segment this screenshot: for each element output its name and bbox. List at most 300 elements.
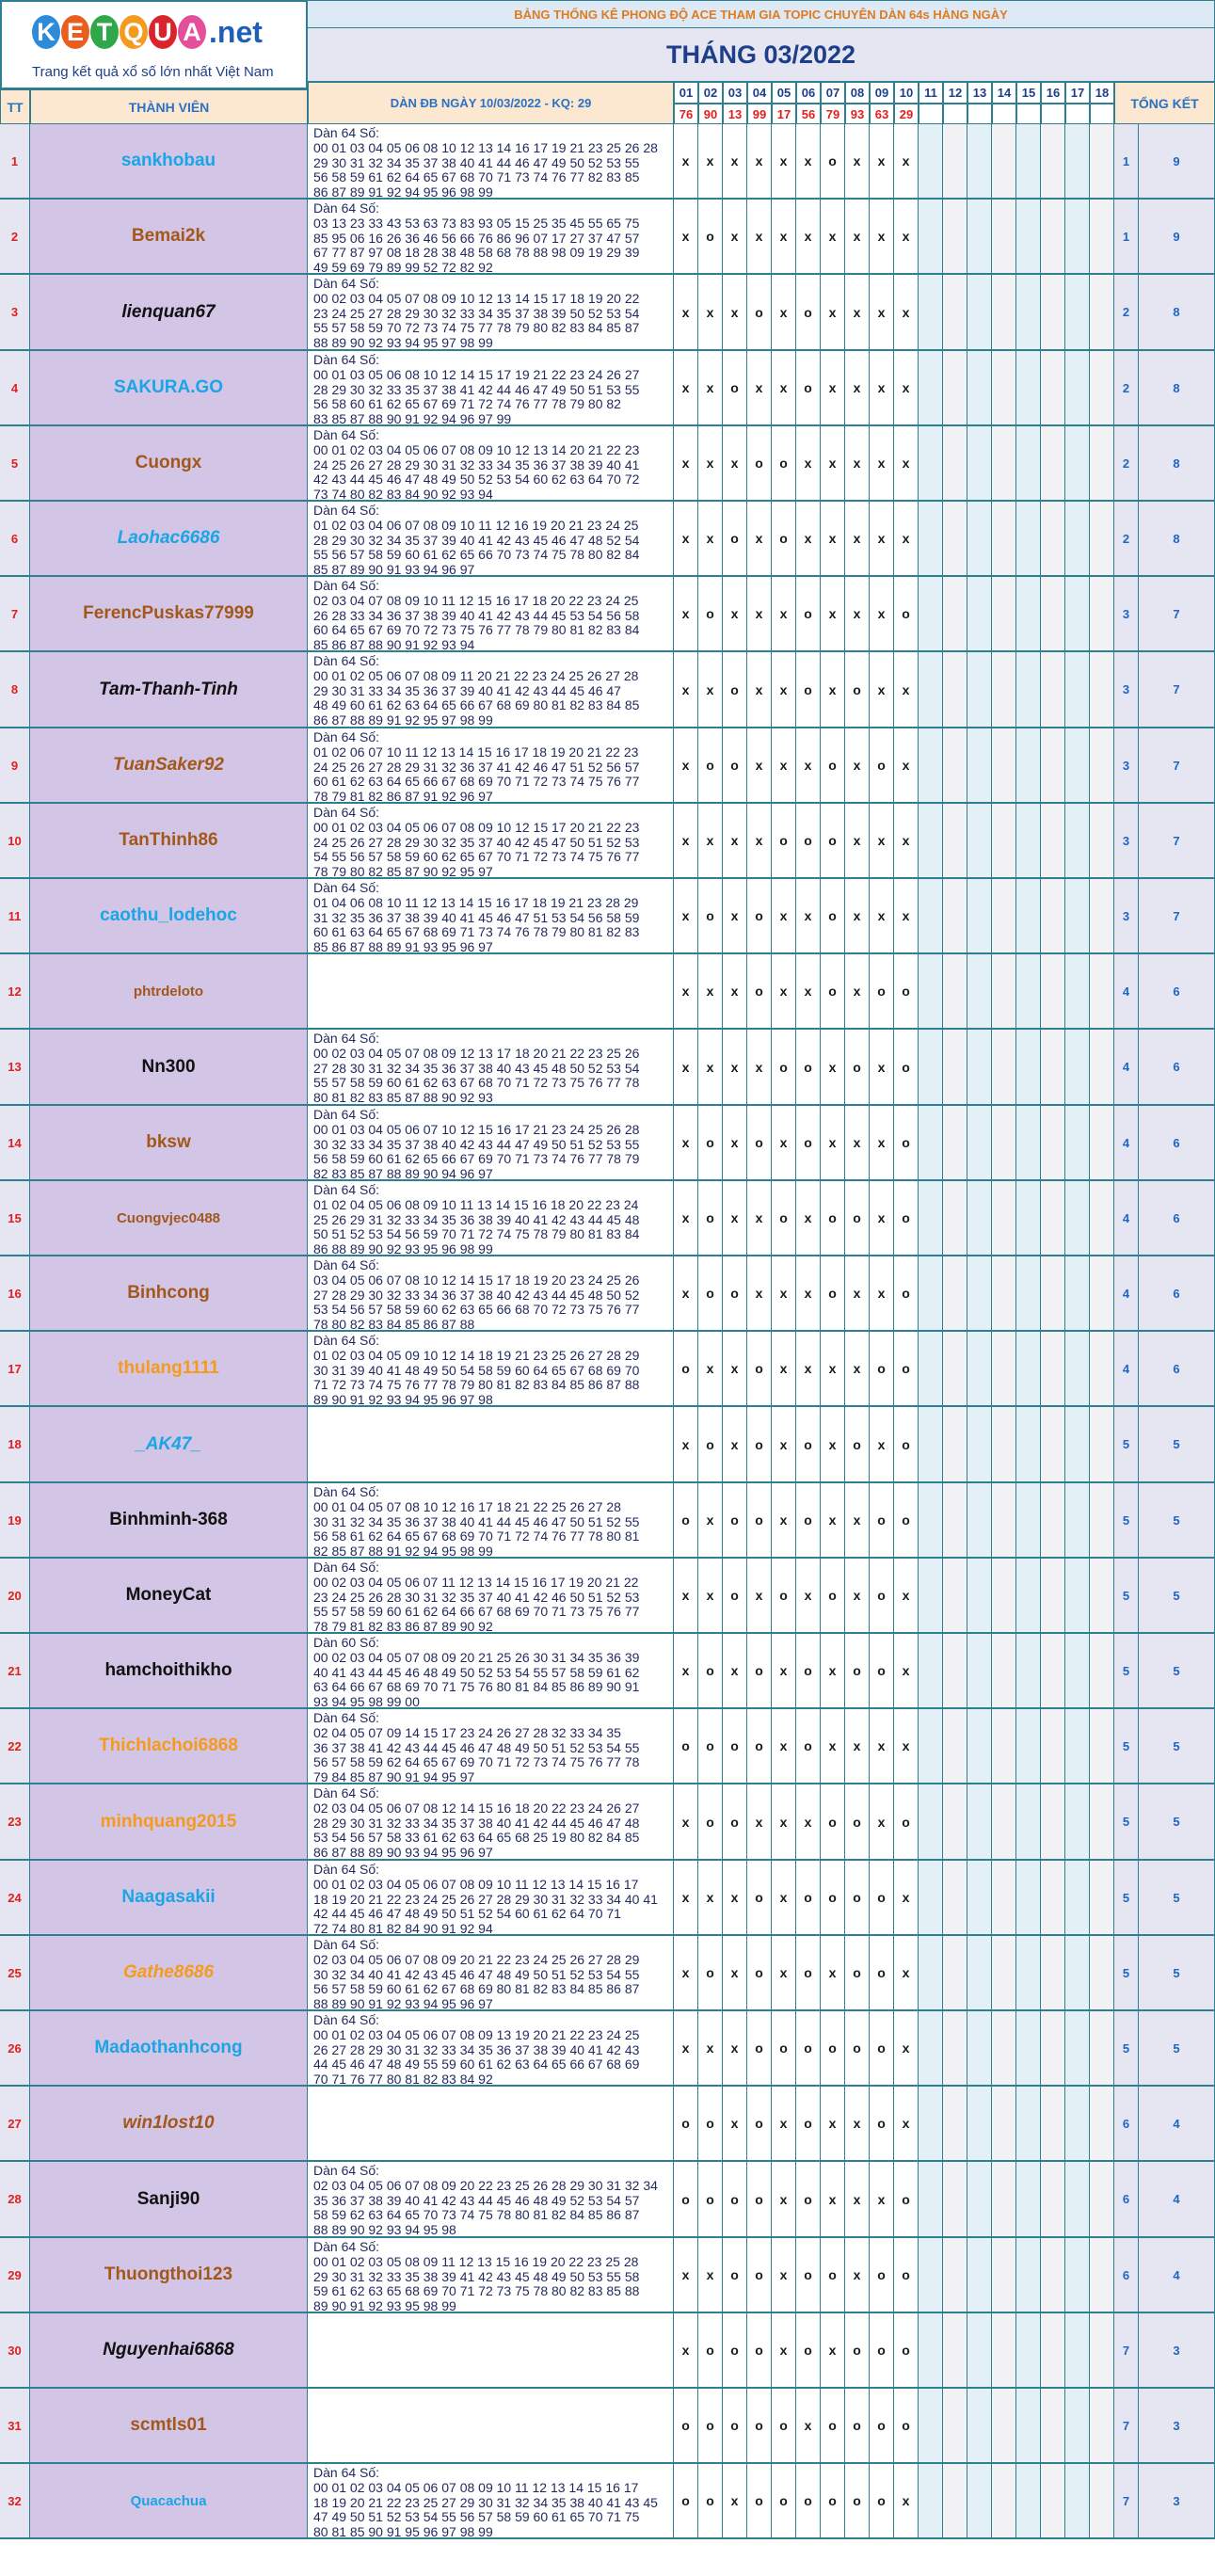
member-row <box>0 2389 1215 2464</box>
hit-count: 5 <box>1114 1861 1139 1936</box>
day-mark <box>992 1256 1016 1332</box>
hit-count: 3 <box>1114 728 1139 804</box>
dan-numbers: Dàn 64 Số: 00 01 02 03 04 05 06 07 08 09 10 12 15 17 20 21 22 23 24 25 26 27 28 29 30 32 35 37 40 42 45 47 50 51 52 53 54 55 56 57 58 59 60 62 65 67 70 71 72 73 74 75 76 77 78 79 80 82 85 87 90 92 95 97 <box>313 805 640 879</box>
day-mark: x <box>870 2162 894 2238</box>
day-mark: x <box>674 954 698 1030</box>
member-name[interactable]: lienquan67 <box>121 301 216 322</box>
day-mark: x <box>674 804 698 879</box>
member-name-cell[interactable] <box>30 1181 308 1256</box>
day-mark <box>1016 1483 1041 1559</box>
member-name[interactable]: Sanji90 <box>136 2188 200 2209</box>
day-mark: x <box>747 1030 772 1106</box>
day-mark: o <box>747 2464 772 2539</box>
member-name-cell[interactable] <box>30 2162 308 2238</box>
member-name-cell[interactable] <box>30 2087 308 2162</box>
dan-cell <box>308 1256 674 1332</box>
member-row <box>0 1181 1215 1256</box>
member-name-cell[interactable] <box>30 1784 308 1861</box>
member-name[interactable]: hamchoithikho <box>104 1660 232 1680</box>
member-name[interactable]: phtrdeloto <box>133 983 204 1000</box>
day-mark: x <box>845 1256 870 1332</box>
day-mark: x <box>772 1861 796 1936</box>
day-mark: o <box>698 1936 723 2011</box>
member-name[interactable]: Cuongvjec0488 <box>116 1209 221 1226</box>
day-mark: x <box>723 275 747 351</box>
day-mark: x <box>772 2087 796 2162</box>
member-name[interactable]: Nguyenhai6868 <box>103 2340 234 2360</box>
miss-count: 9 <box>1139 124 1215 200</box>
day-mark: x <box>723 124 747 200</box>
day-mark: o <box>894 954 919 1030</box>
day-mark: o <box>796 652 821 728</box>
miss-count: 4 <box>1139 2162 1215 2238</box>
miss-count: 6 <box>1139 954 1215 1030</box>
day-result <box>1065 104 1090 124</box>
day-mark: x <box>870 1181 894 1256</box>
day-mark <box>943 2464 967 2539</box>
day-mark <box>943 1256 967 1332</box>
member-name-cell[interactable] <box>30 1936 308 2011</box>
day-mark: o <box>698 2464 723 2539</box>
day-mark: x <box>821 275 845 351</box>
member-name[interactable]: thulang1111 <box>118 1358 219 1378</box>
day-mark: x <box>894 728 919 804</box>
member-name[interactable]: minhquang2015 <box>100 1811 237 1832</box>
member-name[interactable]: Bemai2k <box>131 226 206 246</box>
day-mark <box>992 502 1016 577</box>
day-mark <box>992 124 1016 200</box>
member-name[interactable]: _AK47_ <box>136 1433 201 1454</box>
day-mark: x <box>796 2389 821 2464</box>
day-mark <box>967 426 992 502</box>
day-mark <box>967 2389 992 2464</box>
row-index: 28 <box>0 2162 30 2238</box>
day-mark: x <box>747 200 772 275</box>
member-row <box>0 954 1215 1030</box>
day-mark: x <box>894 2011 919 2087</box>
member-name[interactable]: win1lost10 <box>122 2113 215 2133</box>
row-index: 19 <box>0 1483 30 1559</box>
day-mark: x <box>821 1634 845 1709</box>
day-mark: x <box>723 1030 747 1106</box>
day-mark <box>1041 1784 1065 1861</box>
row-index: 26 <box>0 2011 30 2087</box>
miss-count: 4 <box>1139 2238 1215 2313</box>
day-mark: x <box>674 652 698 728</box>
row-index: 6 <box>0 502 30 577</box>
member-name-cell[interactable] <box>30 1332 308 1407</box>
day-result <box>943 104 967 124</box>
day-mark: o <box>747 879 772 954</box>
day-mark: x <box>894 426 919 502</box>
member-name-cell[interactable] <box>30 1861 308 1936</box>
day-mark: x <box>674 2011 698 2087</box>
day-mark: o <box>845 1030 870 1106</box>
hit-count: 3 <box>1114 577 1139 652</box>
member-name[interactable]: sankhobau <box>120 151 216 170</box>
member-row <box>0 1256 1215 1332</box>
day-mark <box>943 652 967 728</box>
member-name[interactable]: TuanSaker92 <box>113 755 224 775</box>
day-mark: x <box>894 275 919 351</box>
member-name-cell[interactable] <box>30 1634 308 1709</box>
day-mark: o <box>674 1709 698 1784</box>
day-mark: x <box>674 1861 698 1936</box>
day-mark <box>967 1483 992 1559</box>
day-result: 99 <box>747 104 772 124</box>
member-name[interactable]: Cuongx <box>135 453 202 472</box>
day-mark: x <box>796 1256 821 1332</box>
member-row <box>0 2464 1215 2539</box>
member-name[interactable]: FerencPuskas77999 <box>83 603 254 623</box>
day-mark: o <box>796 577 821 652</box>
day-mark: x <box>870 1030 894 1106</box>
day-result: 17 <box>772 104 796 124</box>
miss-count: 8 <box>1139 275 1215 351</box>
logo-letter: K <box>32 15 60 49</box>
miss-count: 7 <box>1139 879 1215 954</box>
miss-count: 6 <box>1139 1106 1215 1181</box>
day-mark <box>919 275 943 351</box>
hit-count: 4 <box>1114 1256 1139 1332</box>
day-mark <box>992 200 1016 275</box>
day-mark: x <box>845 275 870 351</box>
day-mark: o <box>845 2389 870 2464</box>
miss-count: 4 <box>1139 2087 1215 2162</box>
member-name-cell[interactable] <box>30 1106 308 1181</box>
day-mark: o <box>772 502 796 577</box>
day-mark <box>943 1483 967 1559</box>
day-mark <box>943 351 967 426</box>
member-name[interactable]: SAKURA.GO <box>113 377 224 397</box>
day-mark: o <box>674 2464 698 2539</box>
day-result <box>919 104 943 124</box>
member-row <box>0 879 1215 954</box>
day-mark <box>1016 1559 1041 1634</box>
member-row <box>0 426 1215 502</box>
member-name-cell[interactable] <box>30 652 308 728</box>
col-header-member: THÀNH VIÊN <box>30 89 308 124</box>
member-name[interactable]: Naagasakii <box>121 1887 216 1907</box>
dan-numbers: Dàn 64 Số: 00 01 02 03 04 05 06 07 08 09 10 11 12 13 14 15 16 17 18 19 20 21 22 23 25 27 29 30 31 32 34 35 38 40 41 43 45 47 49 50 51 52 53 54 55 56 57 58 59 60 61 65 70 71 75 80 81 85 90 91 95 96 97 98 99 <box>313 2465 658 2539</box>
member-name[interactable]: Thichlachoi6868 <box>99 1736 238 1755</box>
month-title: THÁNG 03/2022 <box>308 28 1215 82</box>
row-index: 30 <box>0 2313 30 2389</box>
member-row <box>0 351 1215 426</box>
member-name-cell[interactable] <box>30 1483 308 1559</box>
hit-count: 4 <box>1114 1181 1139 1256</box>
day-mark <box>967 124 992 200</box>
day-mark: x <box>894 1559 919 1634</box>
day-mark <box>1065 2162 1090 2238</box>
member-name-cell[interactable] <box>30 351 308 426</box>
row-index: 5 <box>0 426 30 502</box>
day-mark <box>967 1332 992 1407</box>
dan-cell <box>308 1181 674 1256</box>
day-mark: x <box>723 954 747 1030</box>
day-mark: o <box>723 1559 747 1634</box>
logo-letter: E <box>61 15 89 49</box>
day-mark <box>919 1709 943 1784</box>
day-mark: o <box>698 577 723 652</box>
member-name-cell[interactable] <box>30 124 308 200</box>
member-name[interactable]: Quacachua <box>130 2492 207 2509</box>
day-mark <box>1065 1256 1090 1332</box>
day-mark <box>992 1483 1016 1559</box>
member-name-cell[interactable] <box>30 1256 308 1332</box>
member-name[interactable]: scmtls01 <box>130 2415 207 2435</box>
day-mark: o <box>870 2464 894 2539</box>
day-mark: x <box>772 2162 796 2238</box>
member-name-cell[interactable] <box>30 1709 308 1784</box>
day-mark <box>919 1634 943 1709</box>
day-mark: x <box>698 426 723 502</box>
day-mark <box>1016 2011 1041 2087</box>
member-row <box>0 2162 1215 2238</box>
day-mark: o <box>870 1559 894 1634</box>
day-mark <box>919 124 943 200</box>
dan-cell <box>308 2313 674 2389</box>
miss-count: 7 <box>1139 728 1215 804</box>
dan-cell <box>308 1861 674 1936</box>
day-mark: x <box>845 351 870 426</box>
day-mark: o <box>821 2011 845 2087</box>
member-name-cell[interactable] <box>30 1030 308 1106</box>
member-name[interactable]: Binhcong <box>127 1283 210 1303</box>
day-mark <box>1041 2464 1065 2539</box>
day-mark <box>919 728 943 804</box>
day-mark <box>1090 426 1114 502</box>
day-mark: x <box>894 879 919 954</box>
day-mark <box>1065 1106 1090 1181</box>
hit-count: 4 <box>1114 1030 1139 1106</box>
day-mark <box>1090 2087 1114 2162</box>
row-index: 13 <box>0 1030 30 1106</box>
member-name-cell[interactable] <box>30 804 308 879</box>
day-mark: x <box>845 1559 870 1634</box>
day-mark <box>943 2011 967 2087</box>
member-row <box>0 1634 1215 1709</box>
day-mark: x <box>845 2238 870 2313</box>
member-name[interactable]: Thuongthoi123 <box>104 2264 233 2284</box>
member-name[interactable]: Tam-Thanh-Tinh <box>99 679 238 699</box>
hit-count: 2 <box>1114 351 1139 426</box>
day-mark: o <box>821 728 845 804</box>
row-index: 14 <box>0 1106 30 1181</box>
day-mark: o <box>747 426 772 502</box>
member-name-cell[interactable] <box>30 200 308 275</box>
hit-count: 5 <box>1114 1559 1139 1634</box>
col-header-tt: TT <box>0 89 30 124</box>
member-name[interactable]: MoneyCat <box>125 1585 212 1605</box>
day-mark <box>1016 1634 1041 1709</box>
day-mark <box>1090 954 1114 1030</box>
day-mark <box>1016 954 1041 1030</box>
member-row <box>0 1030 1215 1106</box>
member-name-cell[interactable] <box>30 2238 308 2313</box>
dan-cell <box>308 1559 674 1634</box>
day-mark: o <box>747 1332 772 1407</box>
day-mark: x <box>674 1634 698 1709</box>
day-mark: x <box>674 351 698 426</box>
dan-cell <box>308 804 674 879</box>
member-name[interactable]: caothu_lodehoc <box>100 905 237 925</box>
sheet-subtitle: BẢNG THỐNG KÊ PHONG ĐỘ ACE THAM GIA TOPIC CHUYÊN DÀN 64s HÀNG NGÀY <box>308 0 1215 28</box>
row-index: 21 <box>0 1634 30 1709</box>
member-name[interactable]: bksw <box>146 1132 191 1152</box>
member-row <box>0 2238 1215 2313</box>
day-mark <box>1041 1030 1065 1106</box>
day-mark: x <box>796 426 821 502</box>
day-mark: o <box>894 1483 919 1559</box>
day-mark <box>1016 1181 1041 1256</box>
row-index: 2 <box>0 200 30 275</box>
member-row <box>0 1483 1215 1559</box>
day-mark: x <box>698 1030 723 1106</box>
member-name[interactable]: Nn300 <box>141 1056 196 1077</box>
day-mark: x <box>747 351 772 426</box>
day-mark: o <box>845 1181 870 1256</box>
member-name-cell[interactable] <box>30 1559 308 1634</box>
day-mark: x <box>894 502 919 577</box>
day-result: 56 <box>796 104 821 124</box>
member-name-cell[interactable] <box>30 2389 308 2464</box>
member-name-cell[interactable] <box>30 2464 308 2539</box>
day-mark <box>943 1106 967 1181</box>
miss-count: 5 <box>1139 1559 1215 1634</box>
day-mark: x <box>894 200 919 275</box>
member-name[interactable]: TanThinh86 <box>119 830 218 850</box>
member-name-cell[interactable] <box>30 1407 308 1483</box>
day-mark: o <box>845 1936 870 2011</box>
dan-cell <box>308 1634 674 1709</box>
day-mark: x <box>796 1181 821 1256</box>
day-mark <box>1041 1181 1065 1256</box>
member-name-cell[interactable] <box>30 728 308 804</box>
dan-numbers: Dàn 64 Số: 00 01 02 03 05 08 09 11 12 13 15 16 19 20 22 23 25 28 29 30 31 32 33 35 38 39 41 42 43 45 48 49 50 53 55 58 59 61 62 63 65 68 69 70 71 72 73 75 78 80 82 83 85 88 89 90 91 92 93 95 98 99 <box>313 2239 640 2313</box>
member-row <box>0 1784 1215 1861</box>
day-mark: x <box>674 1407 698 1483</box>
day-mark <box>919 1407 943 1483</box>
day-mark <box>943 1332 967 1407</box>
day-mark <box>967 2162 992 2238</box>
day-mark <box>1016 2162 1041 2238</box>
day-mark: o <box>796 1634 821 1709</box>
member-name-cell[interactable] <box>30 502 308 577</box>
day-mark <box>992 1861 1016 1936</box>
day-mark <box>967 1634 992 1709</box>
day-mark: x <box>723 804 747 879</box>
hit-count: 1 <box>1114 124 1139 200</box>
day-header: 01 <box>674 82 698 104</box>
day-mark: x <box>870 502 894 577</box>
day-mark <box>1065 502 1090 577</box>
day-mark <box>1016 728 1041 804</box>
day-mark: x <box>674 1106 698 1181</box>
member-row <box>0 577 1215 652</box>
day-mark: x <box>698 502 723 577</box>
day-mark: x <box>747 577 772 652</box>
miss-count: 6 <box>1139 1332 1215 1407</box>
day-mark <box>1041 1106 1065 1181</box>
day-mark <box>943 502 967 577</box>
member-name-cell[interactable] <box>30 2313 308 2389</box>
day-mark <box>1090 2389 1114 2464</box>
site-logo[interactable] <box>0 0 308 89</box>
member-name-cell[interactable] <box>30 426 308 502</box>
day-mark <box>919 2389 943 2464</box>
day-mark <box>1041 2389 1065 2464</box>
day-mark <box>1065 426 1090 502</box>
hit-count: 5 <box>1114 1483 1139 1559</box>
member-name-cell[interactable] <box>30 275 308 351</box>
day-mark: o <box>674 2162 698 2238</box>
day-mark <box>967 577 992 652</box>
day-mark: x <box>674 426 698 502</box>
col-header-dan: DÀN ĐB NGÀY 10/03/2022 - KQ: 29 <box>308 82 674 124</box>
day-mark: o <box>894 1332 919 1407</box>
day-mark <box>1016 1332 1041 1407</box>
dan-cell <box>308 879 674 954</box>
dan-numbers: Dàn 64 Số: 00 01 02 03 04 05 06 07 08 09 10 12 13 14 20 21 22 23 24 25 26 27 28 29 30 31 32 33 34 35 36 37 38 39 40 41 42 43 44 45 46 47 48 49 50 52 53 54 60 62 63 64 70 72 73 74 80 82 83 84 90 92 93 94 <box>313 427 640 502</box>
day-mark: o <box>772 2464 796 2539</box>
day-mark: x <box>821 1407 845 1483</box>
row-index: 23 <box>0 1784 30 1861</box>
day-mark: o <box>870 1483 894 1559</box>
day-mark <box>919 1483 943 1559</box>
member-name[interactable]: Madaothanhcong <box>94 2038 243 2057</box>
day-mark: o <box>870 2087 894 2162</box>
day-mark: x <box>845 2087 870 2162</box>
member-name-cell[interactable] <box>30 2011 308 2087</box>
day-mark: o <box>796 2464 821 2539</box>
day-mark: x <box>821 426 845 502</box>
member-name-cell[interactable] <box>30 577 308 652</box>
day-mark: o <box>674 2087 698 2162</box>
day-mark <box>992 1634 1016 1709</box>
day-mark: x <box>674 728 698 804</box>
day-mark <box>1041 1483 1065 1559</box>
day-mark: o <box>747 2313 772 2389</box>
member-name-cell[interactable] <box>30 954 308 1030</box>
logo-tagline: Trang kết quả xổ số lớn nhất Việt Nam <box>32 64 274 80</box>
member-name-cell[interactable] <box>30 879 308 954</box>
day-mark: o <box>894 577 919 652</box>
day-header: 07 <box>821 82 845 104</box>
day-mark: o <box>723 1256 747 1332</box>
day-mark <box>1016 652 1041 728</box>
day-mark <box>1090 124 1114 200</box>
day-mark <box>1041 2087 1065 2162</box>
day-mark <box>943 2238 967 2313</box>
day-mark: o <box>747 2011 772 2087</box>
day-mark <box>1065 351 1090 426</box>
day-mark: o <box>747 1634 772 1709</box>
member-name[interactable]: Binhminh-368 <box>109 1510 228 1529</box>
day-mark <box>1041 1407 1065 1483</box>
member-name[interactable]: Laohac6686 <box>117 528 220 548</box>
day-mark <box>1090 577 1114 652</box>
dan-cell <box>308 1784 674 1861</box>
day-mark <box>1090 502 1114 577</box>
day-mark: x <box>870 1784 894 1861</box>
member-name[interactable]: Gathe8686 <box>122 1962 215 1982</box>
day-mark: o <box>845 652 870 728</box>
member-row <box>0 200 1215 275</box>
day-mark: o <box>894 2313 919 2389</box>
day-mark: o <box>698 879 723 954</box>
day-mark <box>1065 1634 1090 1709</box>
